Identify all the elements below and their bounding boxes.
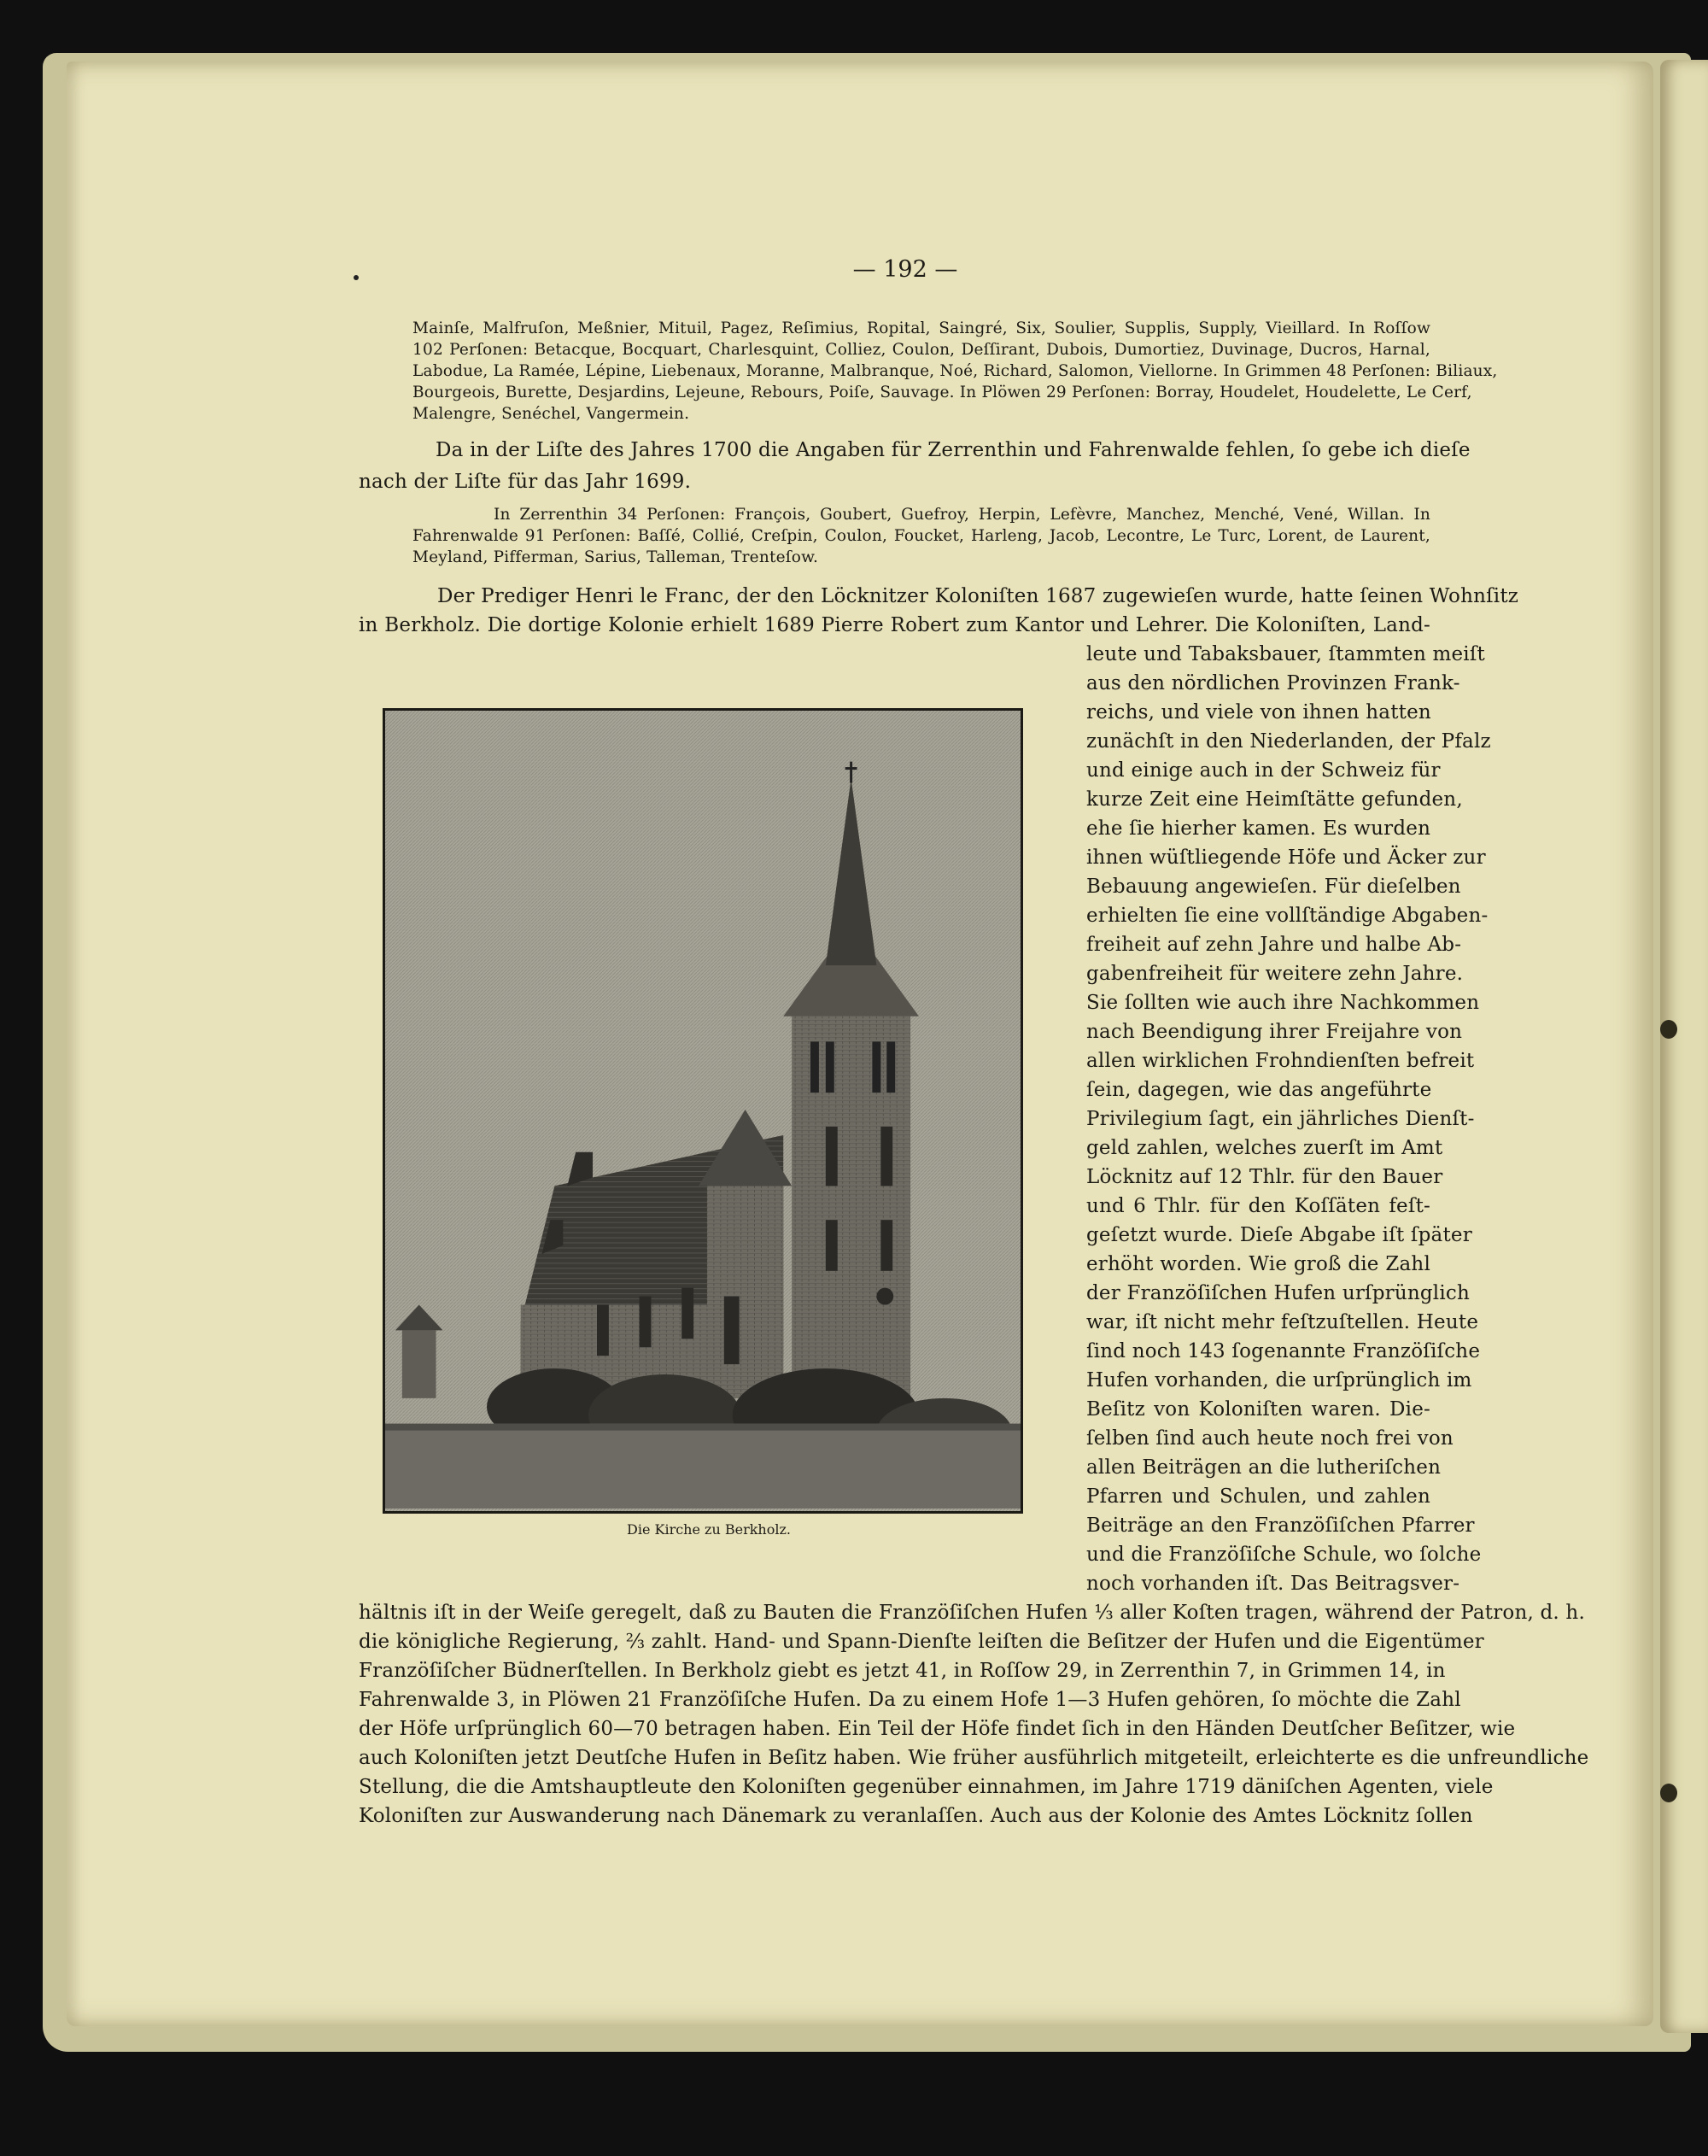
text-line: In Zerrenthin 34 Perſonen: François, Goubert, Guefroy, Herpin, Lefèvre, Manchez, Menché, Vené, Willan. In [494, 506, 1430, 524]
text-line: und 6 Thlr. für den Koſſäten feſt- [1086, 1195, 1430, 1217]
church-engraving [383, 708, 1023, 1514]
page-edge-mark [1660, 1784, 1677, 1802]
text-line: ſelben ſind auch heute noch frei von [1086, 1427, 1454, 1450]
text-line: freiheit auf zehn Jahre und halbe Ab- [1086, 934, 1462, 956]
text-line: Fahrenwalde 3, in Plöwen 21 Franzöſiſche Hufen. Da zu einem Hofe 1—3 Hufen gehören, ſo möchte die Zahl [359, 1689, 1461, 1711]
text-line: Koloniſten zur Auswanderung nach Dänemark zu veranlaſſen. Auch aus der Kolonie des Amtes Löcknitz ſollen [359, 1805, 1473, 1827]
text-line: noch vorhanden iſt. Das Beitragsver- [1086, 1573, 1460, 1595]
text-line: der Franzöſiſchen Hufen urſprünglich [1086, 1282, 1471, 1304]
text-line: Pfarren und Schulen, und zahlen [1086, 1485, 1430, 1508]
text-line: Bourgeois, Burette, Desjardins, Lejeune, Rebours, Poiſe, Sauvage. In Plöwen 29 Perſonen: Borray, Houdelet, Houdelette, Le Cerf, [412, 384, 1472, 401]
text-line: kurze Zeit eine Heimſtätte gefunden, [1086, 788, 1463, 811]
text-line: nach Beendigung ihrer Freijahre von [1086, 1021, 1463, 1043]
text-line: ſind noch 143 ſogenannte Franzöſiſche [1086, 1340, 1481, 1362]
figure-caption: Die Kirche zu Berkholz. [627, 1521, 791, 1538]
text-line: Hufen vorhanden, die urſprünglich im [1086, 1369, 1472, 1391]
text-line: hältnis iſt in der Weiſe geregelt, daß zu Bauten die Franzöſiſchen Hufen ⅓ aller Koſten tragen, während der Patron, d. h. [359, 1602, 1585, 1624]
text-line: auch Koloniſten jetzt Deutſche Hufen in Beſitz haben. Wie früher ausführlich mitgeteilt, erleichterte es die unfreundliche [359, 1747, 1589, 1769]
text-line: Da in der Liſte des Jahres 1700 die Angaben für Zerrenthin und Fahrenwalde fehlen, ſo gebe ich dieſe [436, 439, 1471, 461]
text-line: Labodue, La Ramée, Lépine, Liebenaux, Moranne, Malbranque, Noé, Richard, Salomon, Viellorne. In Grimmen 48 Perſonen: Biliaux, [412, 362, 1498, 380]
text-line: Bebauung angewieſen. Für dieſelben [1086, 876, 1461, 898]
page-edge-mark [1660, 1020, 1677, 1039]
text-line: geſetzt wurde. Dieſe Abgabe iſt ſpäter [1086, 1224, 1472, 1246]
text-line: der Höfe urſprünglich 60—70 betragen haben. Ein Teil der Höfe findet ſich in den Händen Deutſcher Beſitzer, wie [359, 1718, 1516, 1740]
text-line: ihnen wüſtliegende Höfe und Äcker zur [1086, 847, 1486, 869]
text-line: Stellung, die die Amtshauptleute den Koloniſten gegenüber einnahmen, im Jahre 1719 däniſchen Agenten, viele [359, 1776, 1494, 1798]
facing-page-edge [1660, 60, 1708, 2033]
text-line: und einige auch in der Schweiz für [1086, 759, 1441, 782]
page-number: — 192 — [852, 256, 958, 283]
text-line: zunächſt in den Niederlanden, der Pfalz [1086, 730, 1491, 753]
text-line: erhöht worden. Wie groß die Zahl [1086, 1253, 1430, 1275]
text-line: die königliche Regierung, ⅔ zahlt. Hand- und Spann-Dienſte leiſten die Beſitzer der Hufen und die Eigentümer [359, 1631, 1484, 1653]
text-line: aus den nördlichen Provinzen Frank- [1086, 672, 1460, 694]
text-line: und die Franzöſiſche Schule, wo ſolche [1086, 1544, 1482, 1566]
text-line: Beiträge an den Franzöſiſchen Pfarrer [1086, 1514, 1475, 1537]
text-line: Sie ſollten wie auch ihre Nachkommen [1086, 992, 1480, 1014]
text-line: leute und Tabaksbauer, ſtammten meiſt [1086, 643, 1485, 665]
text-line: ehe ſie hierher kamen. Es wurden [1086, 817, 1431, 840]
text-line: geld zahlen, welches zuerſt im Amt [1086, 1137, 1443, 1159]
text-line: Löcknitz auf 12 Thlr. für den Bauer [1086, 1166, 1443, 1188]
text-line: allen Beiträgen an die lutheriſchen [1086, 1456, 1442, 1479]
text-line: 102 Perſonen: Betacque, Bocquart, Charlesquint, Colliez, Coulon, Deſſirant, Dubois, Dumortiez, Duvinage, Ducros, Harnal, [412, 341, 1430, 359]
church-illustration [385, 711, 1021, 1511]
text-line: Malengre, Senéchel, Vangermein. [412, 405, 690, 423]
text-line: Privilegium ſagt, ein jährliches Dienſt- [1086, 1108, 1475, 1130]
text-line: ſein, dagegen, wie das angeführte [1086, 1079, 1432, 1101]
text-line: gabenfreiheit für weitere zehn Jahre. [1086, 963, 1464, 985]
text-line: Franzöſiſcher Büdnerſtellen. In Berkholz giebt es jetzt 41, in Roſſow 29, in Zerrenthin 7, in Grimmen 14, in [359, 1660, 1446, 1682]
text-line: allen wirklichen Frohndienſten befreit [1086, 1050, 1475, 1072]
text-line: Meyland, Pifferman, Sarius, Talleman, Trenteſow. [412, 548, 819, 566]
text-line: Fahrenwalde 91 Perſonen: Baſſé, Collié, Creſpin, Coulon, Foucket, Harleng, Jacob, Lecontre, Le Turc, Lorent, de Laurent, [412, 527, 1430, 545]
text-line: nach der Liſte für das Jahr 1699. [359, 471, 692, 493]
text-line: in Berkholz. Die dortige Kolonie erhielt 1689 Pierre Robert zum Kantor und Lehrer. Die Koloniſten, Land- [359, 614, 1430, 636]
text-line: Der Prediger Henri le Franc, der den Löcknitzer Koloniſten 1687 zugewieſen wurde, hatte ſeinen Wohnſitz [437, 585, 1519, 607]
text-line: reichs, und viele von ihnen hatten [1086, 701, 1431, 724]
text-line: erhielten ſie eine vollſtändige Abgaben- [1086, 905, 1489, 927]
margin-dot [354, 275, 359, 280]
text-line: Mainſe, Malfruſon, Meßnier, Mituil, Pagez, Reſimius, Ropital, Saingré, Six, Soulier, Supplis, Supply, Vieillard. In Roſſow [412, 319, 1430, 337]
text-line: war, iſt nicht mehr feſtzuſtellen. Heute [1086, 1311, 1479, 1333]
text-line: Beſitz von Koloniſten waren. Die- [1086, 1398, 1430, 1421]
